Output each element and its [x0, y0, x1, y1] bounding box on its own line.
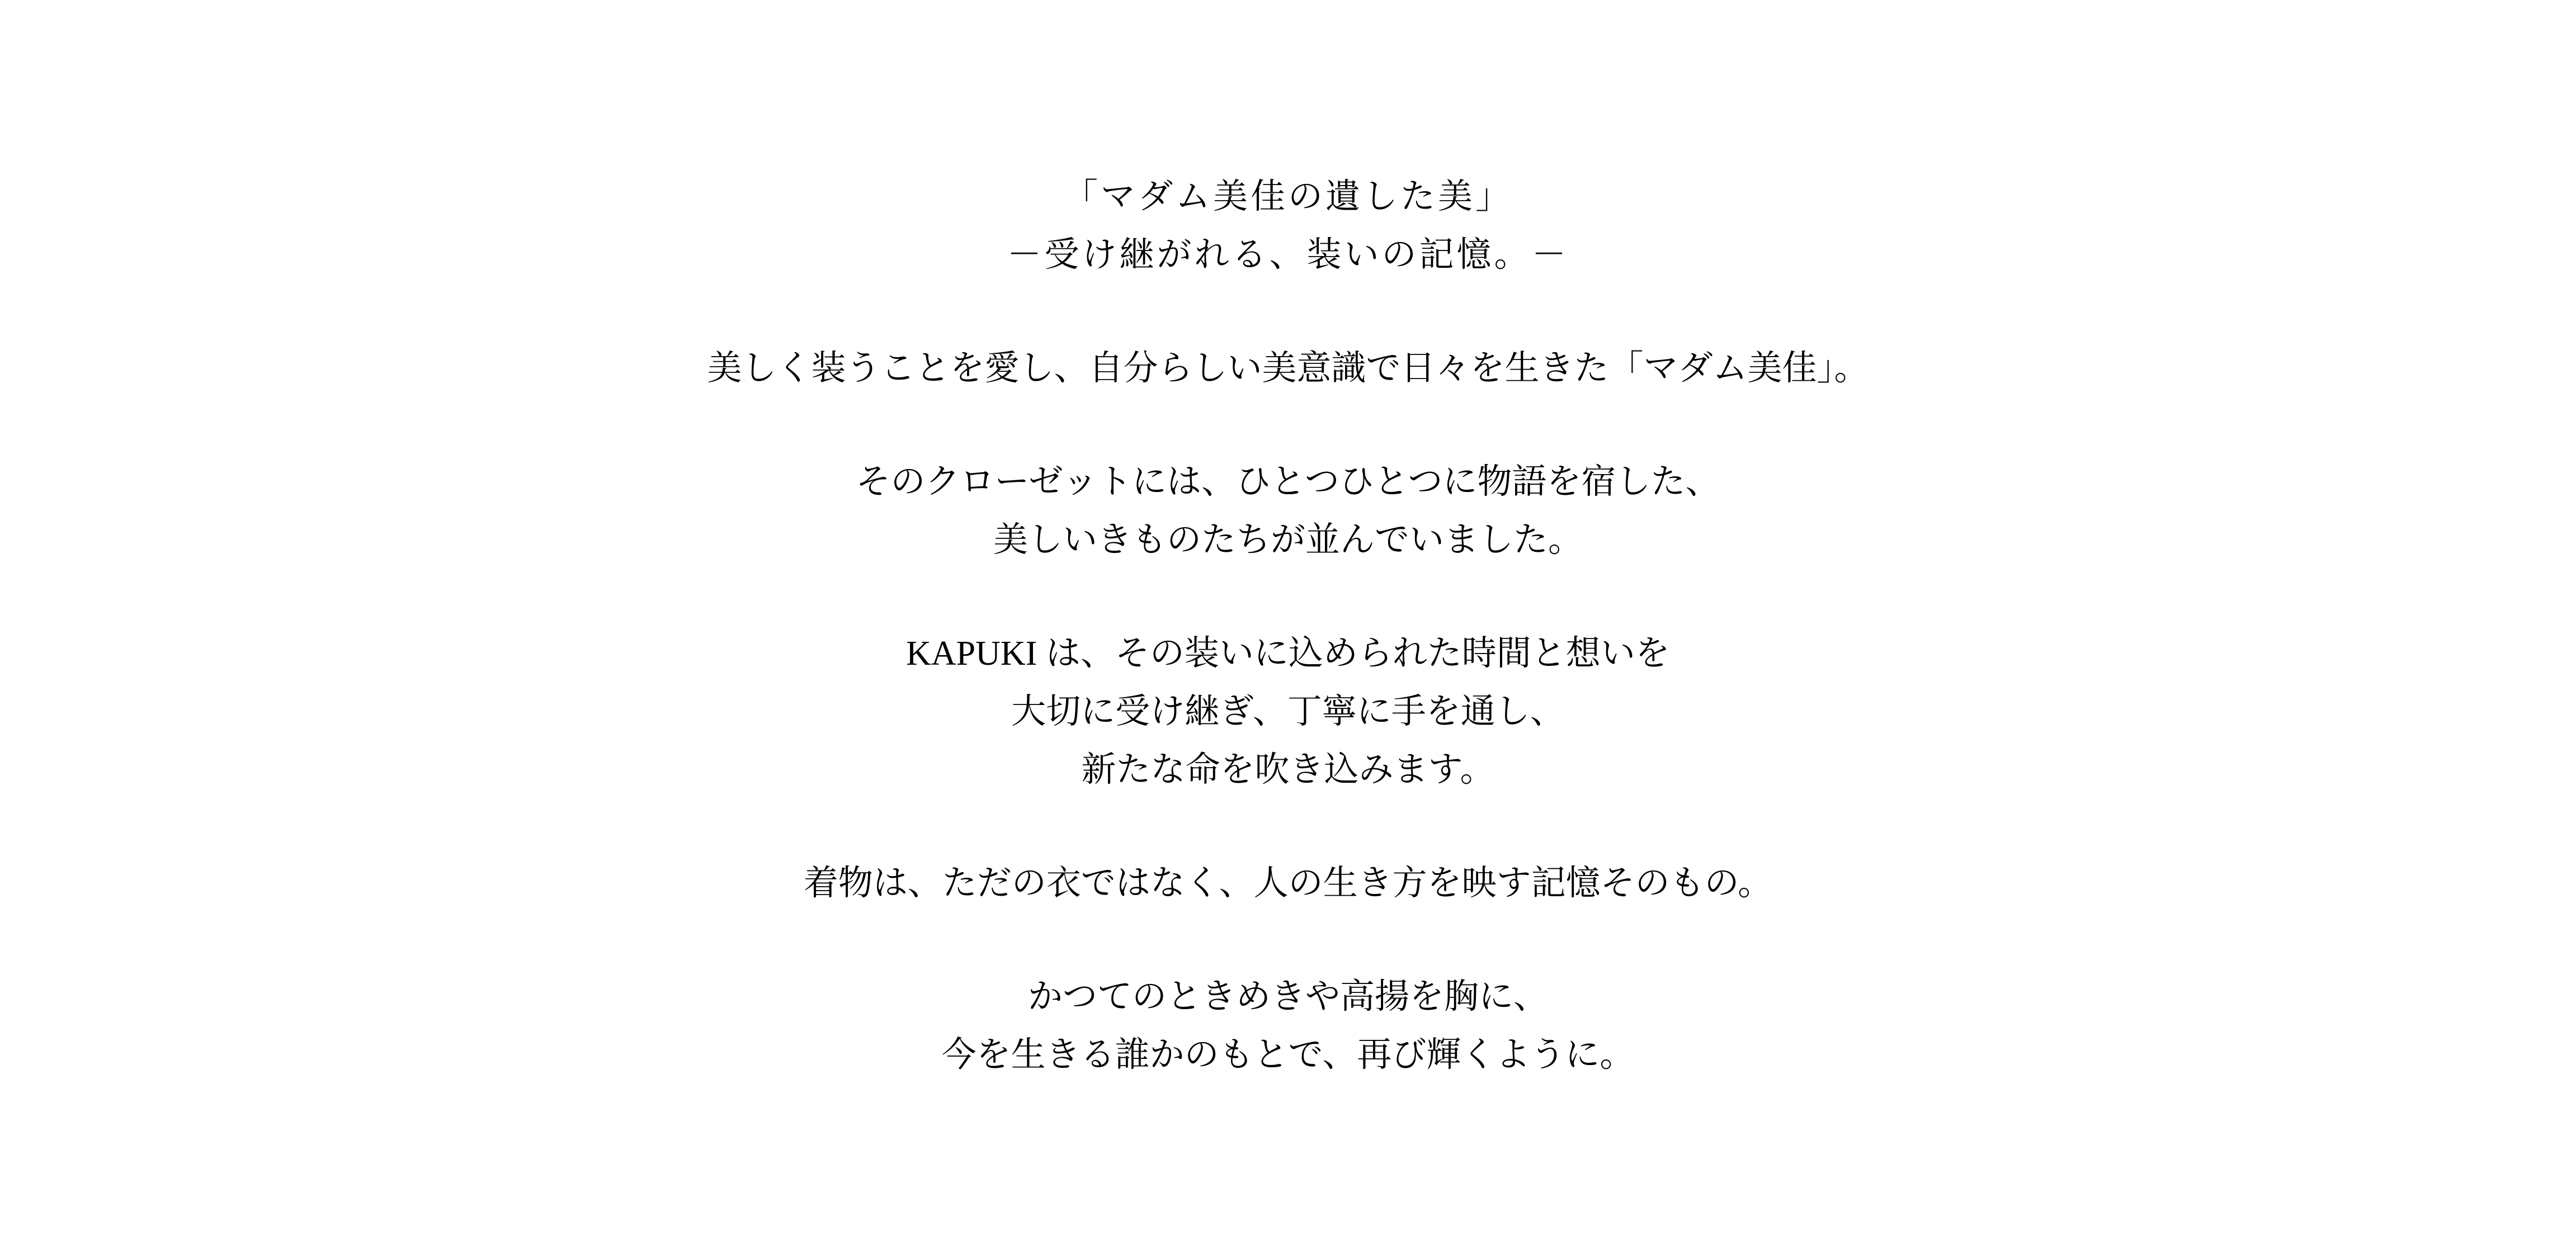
story-paragraph-3 — [0, 624, 2576, 799]
story-line: KAPUKI は、その装いに込められた時間と想いを — [906, 635, 1670, 673]
story-paragraph-4 — [0, 854, 2576, 912]
story-title-block — [0, 168, 2576, 284]
story-paragraph-1 — [0, 339, 2576, 398]
brand-story-section — [0, 168, 2576, 1084]
story-line: そのクローゼットには、ひとつひとつに物語を宿した、 — [856, 463, 1720, 501]
story-line: 大切に受け継ぎ、丁寧に手を通し、 — [1011, 693, 1565, 731]
story-line: 着物は、ただの衣ではなく、人の生き方を映す記憶そのもの。 — [803, 864, 1773, 902]
story-line: 美しいきものたちが並んでいました。 — [993, 521, 1583, 559]
story-subtitle: －受け継がれる、装いの記憶。－ — [1007, 236, 1569, 274]
story-line: 今を生きる誰かのもとで、再び輝くように。 — [941, 1036, 1635, 1074]
story-title: 「マダム美佳の遺した美」 — [1063, 178, 1513, 216]
story-paragraph-5 — [0, 968, 2576, 1084]
story-paragraph-2 — [0, 453, 2576, 569]
story-line: 美しく装うことを愛し、自分らしい美意識で日々を生きた「マダム美佳」。 — [707, 349, 1869, 387]
story-line: かつてのときめきや高揚を胸に、 — [1027, 978, 1548, 1016]
story-line: 新たな命を吹き込みます。 — [1081, 751, 1495, 789]
